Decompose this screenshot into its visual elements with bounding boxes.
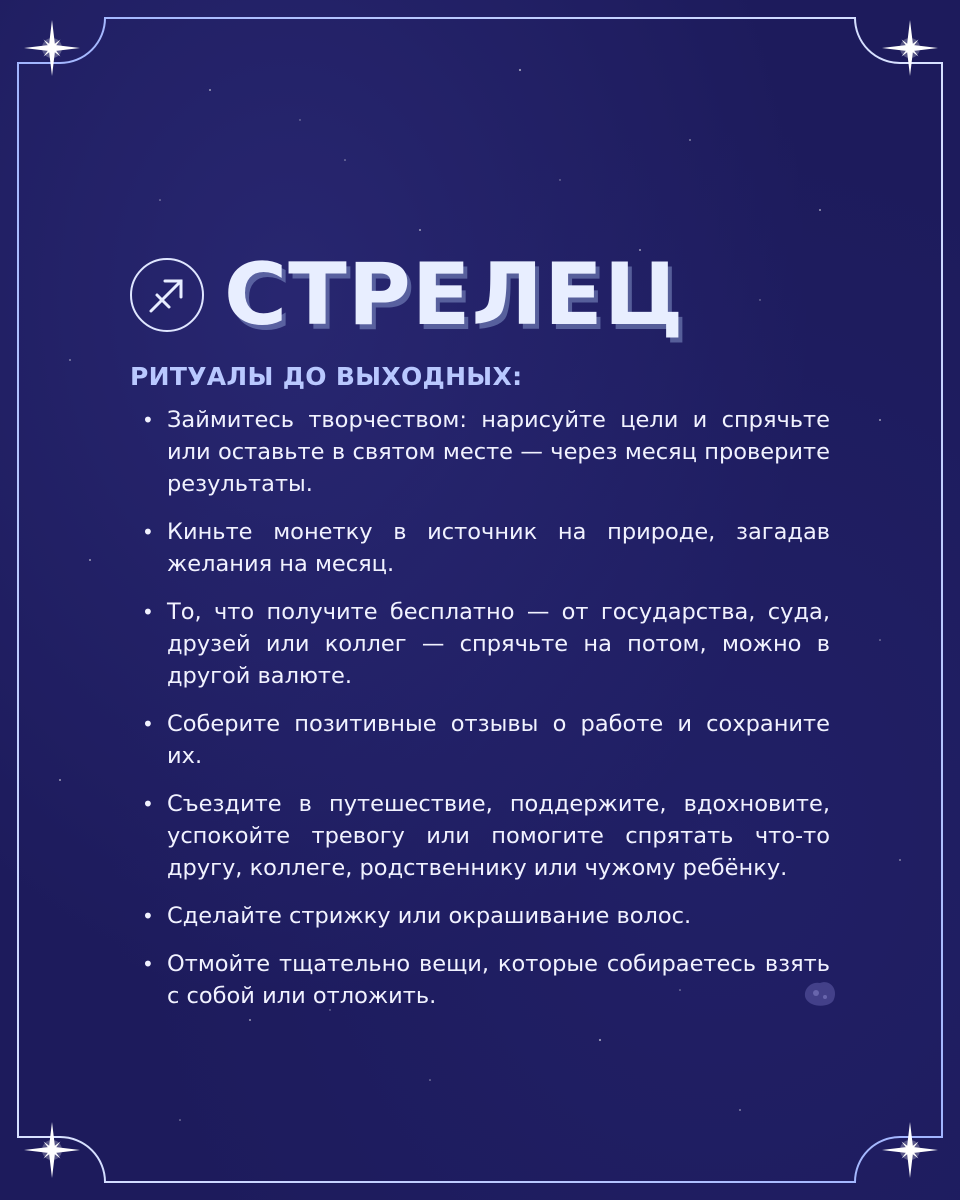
bullet-icon: • [142,952,154,976]
sparkle-star-icon [880,18,940,78]
sparkle-star-icon [22,1120,82,1180]
section-subtitle: РИТУАЛЫ ДО ВЫХОДНЫХ: [130,362,523,391]
bullet-icon: • [142,520,154,544]
list-item-text: Киньте монетку в источник на природе, загадав желания на месяц. [167,519,830,577]
bullet-icon: • [142,792,154,816]
list-item-text: Съездите в путешествие, поддержите, вдохновите, успокойте тревогу или помогите спрятать что-то другу, коллеге, родственнику или чужому ребёнку. [167,791,830,881]
bullet-icon: • [142,904,154,928]
list-item [140,900,830,932]
list-item [140,788,830,884]
list-item [140,948,830,1012]
list-item-text: Соберите позитивные отзывы о работе и сохраните их. [167,711,830,769]
sparkle-star-icon [22,18,82,78]
bullet-icon: • [142,712,154,736]
rituals-list [140,404,830,1028]
bullet-icon: • [142,408,154,432]
list-item-text: Отмойте тщательно вещи, которые собираетесь взять с собой или отложить. [167,951,830,1009]
list-item-text: Сделайте стрижку или окрашивание волос. [167,903,692,929]
decorative-planet-icon [800,975,840,1011]
sparkle-star-icon [880,1120,940,1180]
list-item [140,404,830,500]
page-title: СТРЕЛЕЦ [224,245,685,345]
list-item [140,596,830,692]
list-item-text: То, что получите бесплатно — от государства, суда, друзей или коллег — спрячьте на потом, можно в другой валюте. [167,599,830,689]
bullet-icon: • [142,600,154,624]
header [130,245,685,345]
list-item-text: Займитесь творчеством: нарисуйте цели и спрячьте или оставьте в святом месте — через месяц проверите результаты. [167,407,830,497]
list-item [140,708,830,772]
sagittarius-sign-icon [130,258,204,332]
list-item [140,516,830,580]
sagittarius-arrow-icon [145,273,189,317]
